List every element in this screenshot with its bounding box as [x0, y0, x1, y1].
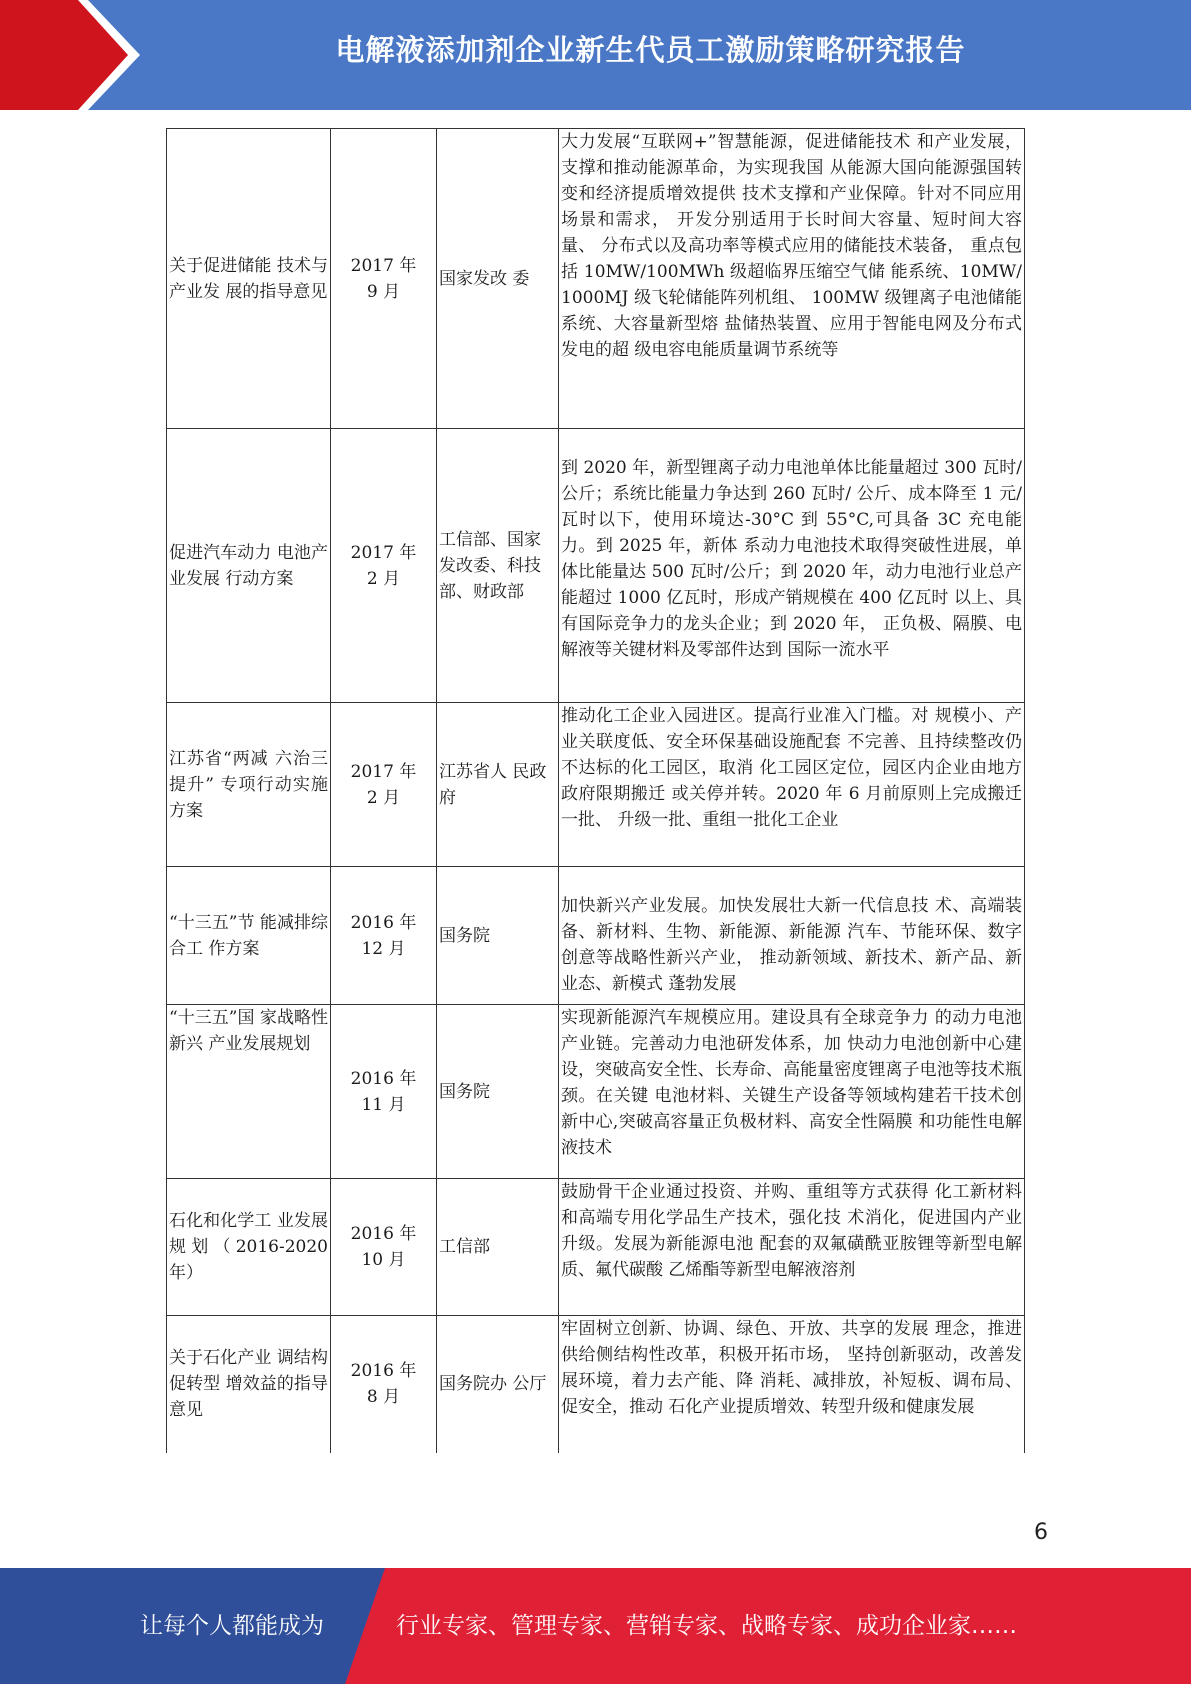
policy-date: [331, 703, 437, 867]
policy-dept: 国家发改 委: [437, 129, 559, 429]
table-row: [167, 129, 1025, 429]
policy-name: “十三五”节 能减排综合工 作方案: [167, 867, 331, 1005]
policy-name: 石化和化学工 业发展规划（2016-2020 年）: [167, 1179, 331, 1316]
policy-content: 鼓励骨干企业通过投资、并购、重组等方式获得 化工新材料和高端专用化学品生产技术，强化技 术消化，促进国内产业升级。发展为新能源电池 配套的双氟磺酰亚胺锂等新型电解质、氟代碳酸 乙烯酯等新型电解液溶剂: [559, 1179, 1025, 1316]
policy-content: 牢固树立创新、协调、绿色、开放、共享的发展 理念，推进供给侧结构性改革，积极开拓市场， 坚持创新驱动，改善发展环境，着力去产能、降 消耗、减排放，补短板、调布局、促安全，推动 石化产业提质增效、转型升级和健康发展: [559, 1316, 1025, 1453]
policy-dept: 国务院: [437, 867, 559, 1005]
policy-name: 关于促进储能 技术与产业发 展的指导意见: [167, 129, 331, 429]
table-row: [167, 1005, 1025, 1179]
table-row: [167, 703, 1025, 867]
page-title: 电解液添加剂企业新生代员工激励策略研究报告: [335, 33, 966, 67]
policy-dept: 国务院办 公厅: [437, 1316, 559, 1453]
policy-content: 大力发展“互联网+”智慧能源，促进储能技术 和产业发展，支撑和推动能源革命，为实现我国 从能源大国向能源强国转变和经济提质增效提供 技术支撑和产业保障。针对不同应用场景和需求， 开发分别适用于长时间大容量、短时间大容量、 分布式以及高功率等模式应用的储能技术装备， 重点包括 10MW/100MWh 级超临界压缩空气储 能系统、10MW/1000MJ 级飞轮储能阵列机组、 100MW 级锂离子电池储能系统、大容量新型熔 盐储热装置、应用于智能电网及分布式发电的超 级电容电能质量调节系统等: [559, 129, 1025, 429]
date-year: 2017 年: [350, 542, 417, 563]
date-month: 12 月: [361, 938, 406, 959]
policy-date: [331, 1005, 437, 1179]
policy-content: 到 2020 年，新型锂离子动力电池单体比能量超过 300 瓦时/公斤；系统比能量力争达到 260 瓦时/ 公斤、成本降至 1 元/瓦时以下，使用环境达-30°C 到 55°C,可具备 3C 充电能力。到 2025 年，新体 系动力电池技术取得突破性进展，单体比能量达 500 瓦时/公斤；到 2020 年，动力电池行业总产 能超过 1000 亿瓦时，形成产销规模在 400 亿瓦时 以上、具有国际竞争力的龙头企业；到 2020 年， 正负极、隔膜、电解液等关键材料及零部件达到 国际一流水平: [559, 429, 1025, 703]
date-year: 2017 年: [350, 255, 417, 276]
policy-content: 加快新兴产业发展。加快发展壮大新一代信息技 术、高端装备、新材料、生物、新能源、新能源 汽车、节能环保、数字创意等战略性新兴产业， 推动新领域、新技术、新产品、新业态、新模式 蓬勃发展: [559, 867, 1025, 1005]
policy-name: 促进汽车动力 电池产业发展 行动方案: [167, 429, 331, 703]
policy-date: [331, 1316, 437, 1453]
policy-dept: 国务院: [437, 1005, 559, 1179]
policy-name: 江苏省“两减 六治三提升” 专项行动实施 方案: [167, 703, 331, 867]
policy-dept: 江苏省人 民政府: [437, 703, 559, 867]
policy-dept: 工信部、国家发改委、科技部、财政部: [437, 429, 559, 703]
date-year: 2016 年: [350, 1224, 417, 1244]
footer-slogan-left: 让每个人都能成为: [140, 1613, 324, 1639]
policy-date: [331, 129, 437, 429]
table-row: [167, 1179, 1025, 1316]
date-year: 2017 年: [350, 761, 417, 782]
page-number: 6: [1034, 1520, 1048, 1545]
date-year: 2016 年: [350, 1068, 417, 1089]
table-row: [167, 1316, 1025, 1453]
policy-name: 关于石化产业 调结构促转型 增效益的指导 意见: [167, 1316, 331, 1453]
date-month: 9 月: [366, 281, 401, 302]
policy-name: “十三五”国 家战略性新兴 产业发展规划: [167, 1005, 331, 1179]
date-month: 10 月: [361, 1250, 406, 1270]
policy-table: [166, 128, 1025, 1453]
date-month: 2 月: [366, 568, 401, 589]
header-red-arrow: [0, 0, 140, 110]
policy-date: [331, 1179, 437, 1316]
policy-date: [331, 429, 437, 703]
header-banner: [0, 0, 1191, 110]
footer-slogan-right: 行业专家、管理专家、营销专家、战略专家、成功企业家……: [396, 1613, 1017, 1639]
policy-dept: 工信部: [437, 1179, 559, 1316]
footer-banner: [0, 1568, 1191, 1684]
policy-content: 推动化工企业入园进区。提高行业准入门槛。对 规模小、产业关联度低、安全环保基础设施配套 不完善、且持续整改仍不达标的化工园区，取消 化工园区定位，园区内企业由地方政府限期搬迁 或关停并转。2020 年 6 月前原则上完成搬迁一批、 升级一批、重组一批化工企业: [559, 703, 1025, 867]
date-year: 2016 年: [350, 912, 417, 933]
date-month: 11 月: [361, 1094, 406, 1115]
policy-date: [331, 867, 437, 1005]
policy-content: 实现新能源汽车规模应用。建设具有全球竞争力 的动力电池产业链。完善动力电池研发体系，加 快动力电池创新中心建设，突破高安全性、长寿命、高能量密度锂离子电池等技术瓶颈。在关键 电池材料、关键生产设备等领域构建若干技术创 新中心,突破高容量正负极材料、高安全性隔膜 和功能性电解液技术: [559, 1005, 1025, 1179]
date-month: 2 月: [366, 787, 401, 808]
date-month: 8 月: [366, 1387, 401, 1408]
table-row: [167, 429, 1025, 703]
table-row: [167, 867, 1025, 1005]
date-year: 2016 年: [350, 1361, 417, 1382]
